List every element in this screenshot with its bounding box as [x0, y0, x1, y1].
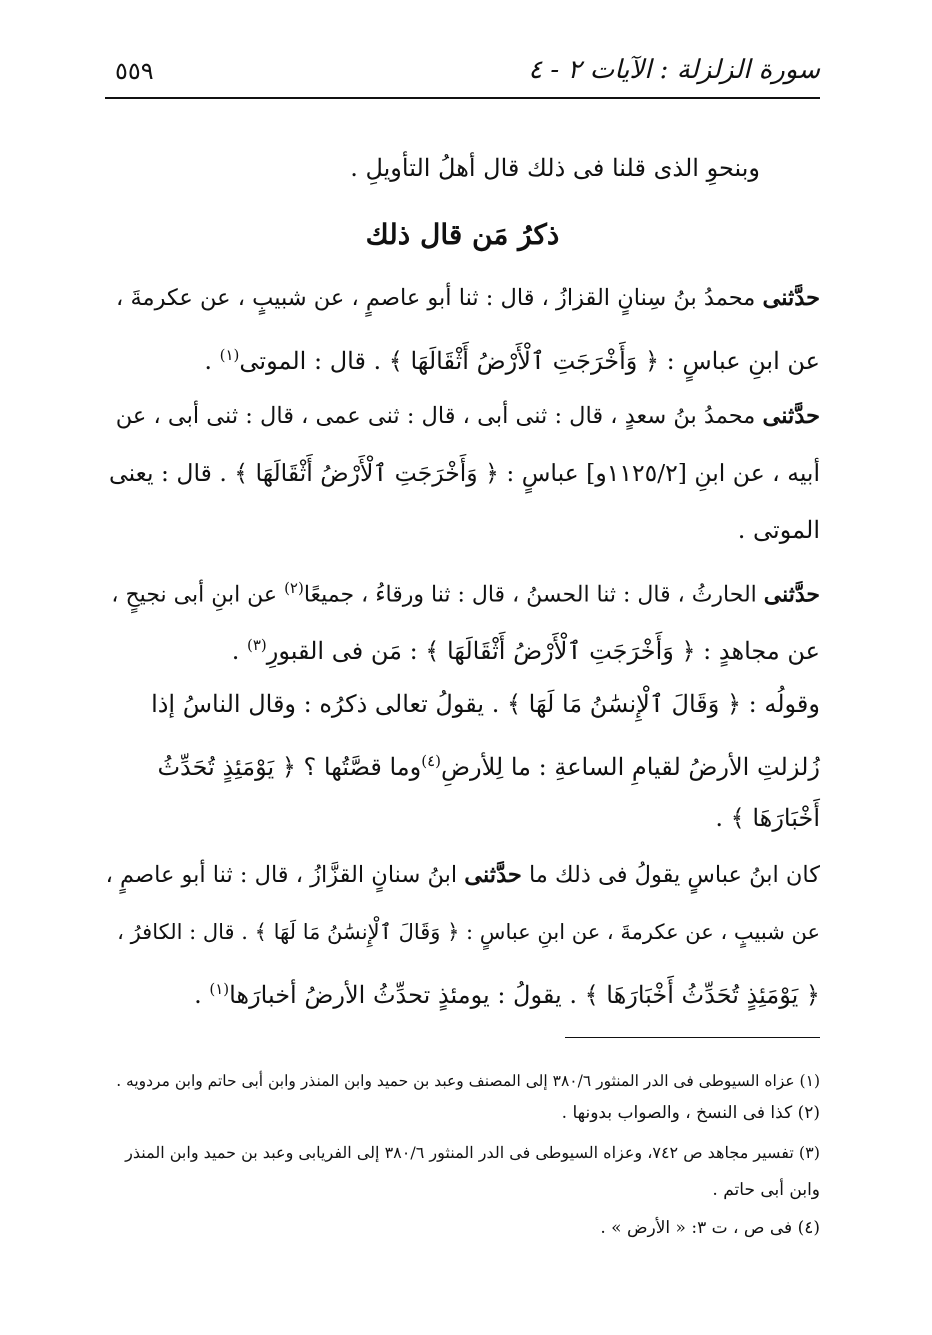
narration-lead: حدَّثنى [762, 285, 820, 311]
footnote-ref[interactable]: (٢) [284, 579, 304, 597]
narration-lead: حدَّثنى [762, 403, 820, 429]
header-rule [105, 97, 820, 99]
text-line: عن ابنِ عباسٍ : ﴿ وَأَخْرَجَتِ ٱلْأَرْضُ أَثْقَالَهَا ﴾ . قال : الموتى$^{(١)}$ . [204, 346, 820, 375]
footnote-ref[interactable]: (١) [209, 980, 230, 998]
footnote-ref[interactable]: (٣) [246, 636, 267, 654]
page-number: ٥٥٩ [115, 57, 154, 85]
running-header [105, 55, 820, 95]
narration-lead: حدَّثنى [763, 581, 820, 608]
footnote-4: (٤) فى ص ، ت ٣: « الأرض » . [600, 1218, 820, 1238]
text-line: الموتى . [737, 516, 820, 544]
footnote-ref[interactable]: (٤) [421, 752, 441, 770]
text-line: حدَّثنى الحارثُ ، قال : ثنا الحسنُ ، قال : ثنا ورقاءُ ، جميعًا$^{(٢)}$ عن ابنِ أبى نجيحٍ ، [111, 579, 820, 608]
narration-lead: حدَّثنى [464, 862, 522, 888]
text-line: كان ابنُ عباسٍ يقولُ فى ذلك ما حدَّثنى ابنُ سنانٍ القزَّازُ ، قال : ثنا أبو عاصمٍ ، [105, 862, 820, 888]
text-line: زُلزلتِ الأرضُ لقيامِ الساعةِ : ما لِلأرضِ$^{(٤)}$وما قصَّتُها ؟ ﴿ يَوْمَئِذٍ تُحَدِّثُ [157, 752, 820, 781]
text-line: حدَّثنى محمدُ بنُ سعدٍ ، قال : ثنى أبى ، قال : ثنى عمى ، قال : ثنى أبى ، عن [115, 403, 820, 429]
text-line: حدَّثنى محمدُ بنُ سِنانٍ القزازُ ، قال : ثنا أبو عاصمٍ ، عن شبيبٍ ، عن عكرمةَ ، [116, 285, 820, 311]
text-line-1: وبنحوِ الذى قلنا فى ذلك قال أهلُ التأويلِ . [350, 154, 760, 182]
text-line: عن مجاهدٍ : ﴿ وَأَخْرَجَتِ ٱلْأَرْضُ أَثْقَالَهَا ﴾ : مَن فى القبورِ$^{(٣)}$ . [231, 636, 820, 665]
text-line: أَخْبَارَهَا ﴾ . [715, 804, 820, 832]
footnote-3: (٣) تفسير مجاهد ص ٧٤٢، وعزاه السيوطى فى الدر المنثور ٣٨٠/٦ إلى الفريابى وعبد بن حميد وابن المنذر [125, 1143, 820, 1162]
header-title: سورة الزلزلة : الآيات ٢ - ٤ [528, 55, 820, 85]
footnote-rule [565, 1037, 820, 1038]
text-line: وقولُه : ﴿ وَقَالَ ٱلْإِنسَٰنُ مَا لَهَا ﴾ . يقولُ تعالى ذكرُه : وقال الناسُ إذا [151, 690, 820, 718]
section-heading: ذكرُ مَن قال ذلك [365, 218, 560, 251]
text-line: أبيه ، عن ابنِ [١١٢٥/٢و] عباسٍ : ﴿ وَأَخْرَجَتِ ٱلْأَرْضُ أَثْقَالَهَا ﴾ . قال : يعنى [109, 459, 820, 487]
text-line: ﴿ يَوْمَئِذٍ تُحَدِّثُ أَخْبَارَهَا ﴾ . يقولُ : يومئذٍ تحدِّثُ الأرضُ أخبارَها$^{(١)}$ . [194, 980, 820, 1009]
footnote-3-cont: وابن أبى حاتم . [712, 1180, 820, 1200]
footnote-ref[interactable]: (١) [219, 346, 240, 364]
footnote-2: (٢) كذا فى النسخ ، والصواب بدونها . [561, 1103, 820, 1123]
text-line: عن شبيبٍ ، عن عكرمةَ ، عن ابنِ عباسٍ : ﴿ وَقَالَ ٱلْإِنسَٰنُ مَا لَهَا ﴾ . قال : الكافرُ ، [117, 920, 820, 944]
footnote-1: (١) عزاه السيوطى فى الدر المنثور ٣٨٠/٦ إلى المصنف وعبد بن حميد وابن المنذر وابن أبى حاتم وابن مردويه . [116, 1072, 820, 1090]
